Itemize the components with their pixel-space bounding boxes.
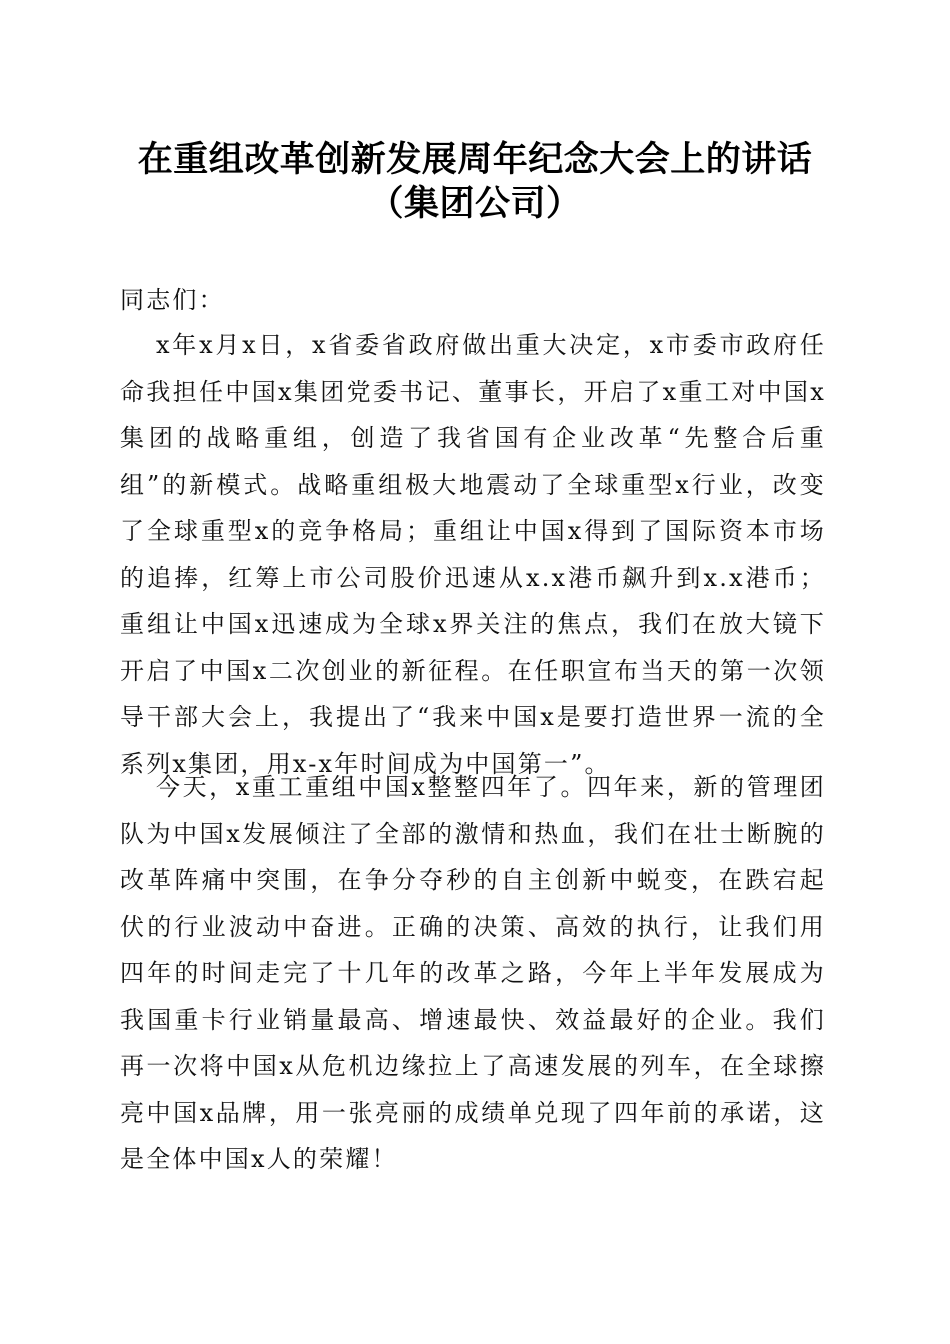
paragraph-2: 今天，x重工重组中国x整整四年了。四年来，新的管理团队为中国x发展倾注了全部的激情和热血，我们在壮士断腕的改革阵痛中突围，在争分夺秒的自主创新中蜕变，在跌宕起伏的行业波动中奋进。正确的决策、高效的执行，让我们用四年的时间走完了十几年的改革之路，今年上半年发展成为我国重卡行业销量最高、增速最快、效益最好的企业。我们再一次将中国x从危机边缘拉上了高速发展的列车，在全球擦亮中国x品牌，用一张亮丽的成绩单兑现了四年前的承诺，这是全体中国x人的荣耀！ bbox=[120, 773, 826, 1173]
document-title: 在重组改革创新发展周年纪念大会上的讲话 bbox=[137, 140, 813, 180]
paragraph-1: x年x月x日，x省委省政府做出重大决定，x市委市政府任命我担任中国x集团党委书记、董事长，开启了x重工对中国x集团的战略重组，创造了我省国有企业改革“先整合后重组”的新模式。战略重组极大地震动了全球重型x行业，改变了全球重型x的竞争格局；重组让中国x得到了国际资本市场的追捧，红筹上市公司股价迅速从x.x港币飙升到x.x港币；重组让中国x迅速成为全球x界关注的焦点，我们在放大镜下开启了中国x二次创业的新征程。在任职宣布当天的第一次领导干部大会上，我提出了“我来中国x是要打造世界一流的全系列x集团，用x-x年时间成为中国第一”。 bbox=[120, 331, 826, 778]
document-subtitle: （集团公司） bbox=[368, 184, 582, 224]
salutation: 同志们： bbox=[120, 286, 225, 314]
